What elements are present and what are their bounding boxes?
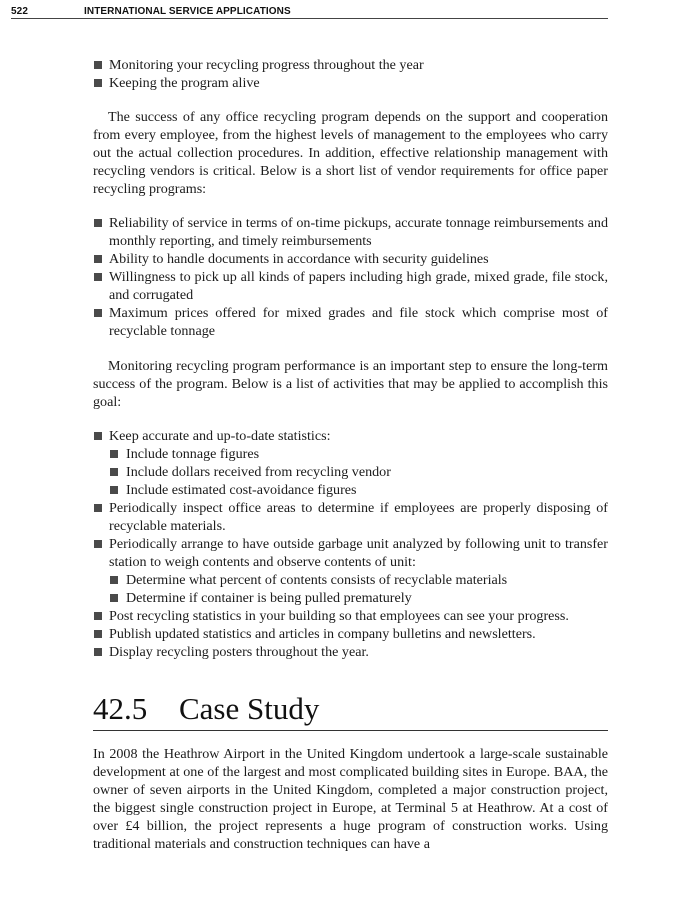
- sub-list-item: Include tonnage figures: [109, 445, 608, 463]
- section-heading: [93, 691, 608, 731]
- sub-list-item: Include estimated cost-avoidance figures: [109, 481, 608, 499]
- sub-list-item: Determine what percent of contents consists of recyclable materials: [109, 571, 608, 589]
- list-item: Ability to handle documents in accordance with security guidelines: [93, 250, 608, 268]
- garbage-sub-list: [109, 571, 608, 607]
- list-item: Display recycling posters throughout the year.: [93, 643, 608, 661]
- page-body: [93, 56, 608, 853]
- list-item: Publish updated statistics and articles in company bulletins and newsletters.: [93, 625, 608, 643]
- running-header: [11, 5, 608, 19]
- activities-list: [93, 427, 608, 661]
- list-item-text: Periodically arrange to have outside garbage unit analyzed by following unit to transfer station to weigh contents and observe contents of unit:: [109, 536, 608, 570]
- page-number: 522: [11, 6, 28, 17]
- section-title: Case Study: [179, 691, 320, 726]
- paragraph-vendor-intro: The success of any office recycling program depends on the support and cooperation from every employee, from the highest levels of management to the employees who carry out the actual collection procedures. In addition, effective relationship management with recycling vendors is critical. Below is a short list of vendor requirements for office paper recycling programs:: [93, 109, 608, 197]
- paragraph-case-study: In 2008 the Heathrow Airport in the United Kingdom undertook a large-scale sustainable development at one of the largest and most complicated building sites in Europe. BAA, the owner of seven airports in the United Kingdom, completed a major construction project, the biggest single construction project in Europe, at Terminal 5 at Heathrow. At a cost of over £4 billion, the project represents a huge program of construction works. Using traditional materials and construction techniques can have a: [93, 746, 608, 852]
- progress-bullet-list: [93, 56, 608, 92]
- list-item: Monitoring your recycling progress throughout the year: [93, 56, 608, 74]
- list-item: [93, 427, 608, 499]
- list-item-text: Keep accurate and up-to-date statistics:: [109, 428, 331, 444]
- list-item: Keeping the program alive: [93, 74, 608, 92]
- list-item: Reliability of service in terms of on-time pickups, accurate tonnage reimbursements and monthly reporting, and timely reimbursements: [93, 214, 608, 250]
- section-number: 42.5: [93, 691, 148, 726]
- sub-list-item: Determine if container is being pulled prematurely: [109, 589, 608, 607]
- list-item: Post recycling statistics in your building so that employees can see your progress.: [93, 607, 608, 625]
- statistics-sub-list: [109, 445, 608, 499]
- running-title: INTERNATIONAL SERVICE APPLICATIONS: [84, 6, 291, 17]
- sub-list-item: Include dollars received from recycling vendor: [109, 463, 608, 481]
- list-item: Willingness to pick up all kinds of papers including high grade, mixed grade, file stock, and corrugated: [93, 268, 608, 304]
- paragraph-monitoring-intro: Monitoring recycling program performance is an important step to ensure the long-term success of the program. Below is a list of activities that may be applied to accomplish this goal:: [93, 358, 608, 410]
- list-item: Maximum prices offered for mixed grades and file stock which comprise most of recyclable tonnage: [93, 304, 608, 340]
- list-item: [93, 535, 608, 607]
- list-item: Periodically inspect office areas to determine if employees are properly disposing of recyclable materials.: [93, 499, 608, 535]
- vendor-requirements-list: [93, 214, 608, 340]
